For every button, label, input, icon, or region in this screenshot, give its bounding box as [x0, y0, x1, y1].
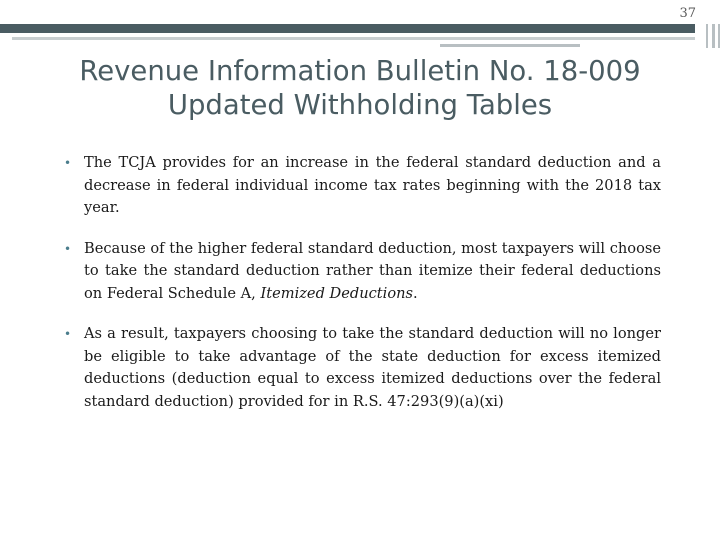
slide-title [20, 54, 700, 122]
header-underline [12, 37, 695, 40]
bullet-list [64, 152, 661, 431]
bullet-text: As a result, taxpayers choosing to take the standard deduction will no longer be eligible to take advantage of the state deduction for excess itemized deductions (deduction equal to excess itemized deductions over the federal standard deduction) provided for in R.S. 47:293(9)(a)(xi) [84, 325, 661, 410]
bullet-text-part: Because of the higher federal standard deduction, most taxpayers will choose to take the standard deduction rather than itemize their federal deductions on Federal Schedule A, [84, 239, 662, 302]
header-bar [0, 24, 695, 33]
bullet-icon: • [64, 327, 72, 341]
bullet-item [64, 152, 661, 220]
title-line-1: Revenue Information Bulletin No. 18-009 [79, 55, 641, 87]
bullet-text [84, 238, 661, 306]
bullet-text: The TCJA provides for an increase in the federal standard deduction and a decrease in federal individual income tax rates beginning with the 2018 tax year. [84, 154, 661, 216]
bullet-item [64, 238, 661, 306]
page-number: 37 [679, 6, 696, 21]
bullet-icon: • [64, 156, 72, 170]
corner-divider [706, 24, 708, 48]
bullet-item [64, 323, 661, 413]
title-line-2: Updated Withholding Tables [167, 89, 553, 121]
corner-divider [712, 24, 715, 48]
header-accent-line [440, 44, 580, 47]
bullet-icon: • [64, 241, 72, 256]
bullet-text-end: . [413, 284, 418, 302]
schedule-title: Itemized Deductions [260, 284, 414, 302]
